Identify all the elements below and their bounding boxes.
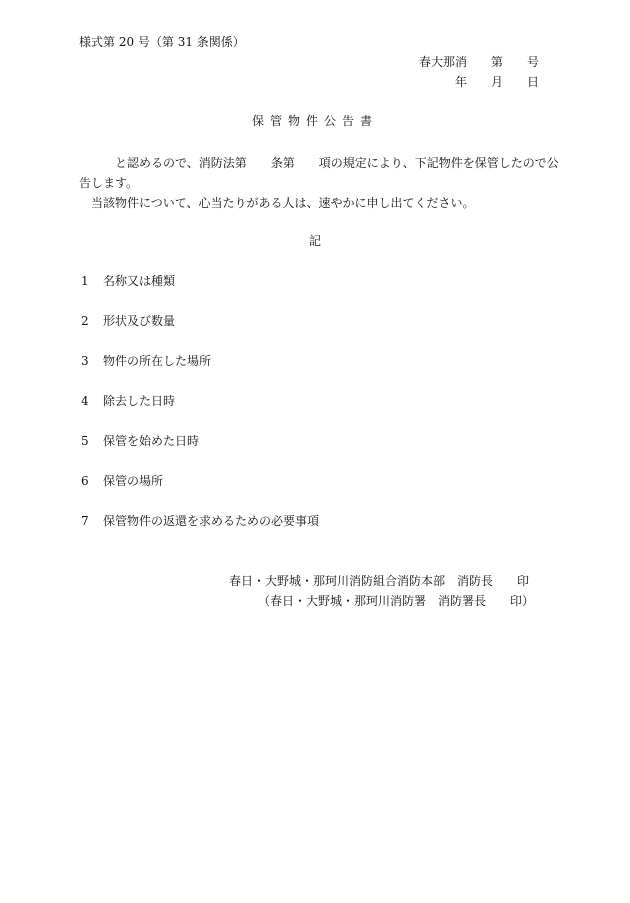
list-item-label: 保管を始めた日時 xyxy=(103,434,200,448)
list-item-label: 名称又は種類 xyxy=(103,274,176,288)
form-label: 様式第 20 号（第 31 条関係） xyxy=(79,35,245,49)
document-title: 保管物件公告書 xyxy=(251,114,378,128)
list-item xyxy=(81,393,175,409)
body-paragraph-1-line-1: と認めるので、消防法第 条第 項の規定により、下記物件を保管したので公 xyxy=(79,156,559,170)
list-item xyxy=(81,473,163,489)
list-item-number: 3 xyxy=(81,354,89,368)
reference-number-line: 春大那消 第 号 xyxy=(418,55,539,69)
signature-line-2: （春日・大野城・那珂川消防署 消防署長 印） xyxy=(257,594,534,608)
list-item-number: 7 xyxy=(81,514,89,528)
list-item-label: 保管の場所 xyxy=(103,474,164,488)
ki-heading: 記 xyxy=(308,234,321,248)
date-line: 年 月 日 xyxy=(454,75,539,89)
list-item-number: 1 xyxy=(81,274,89,288)
list-item-label: 保管物件の返還を求めるための必要事項 xyxy=(103,514,320,528)
list-item xyxy=(81,513,319,529)
list-item-label: 形状及び数量 xyxy=(103,314,176,328)
list-item xyxy=(81,353,211,369)
list-item xyxy=(81,313,175,329)
body-paragraph-1-line-2: 告します。 xyxy=(79,176,139,190)
list-item-label: 除去した日時 xyxy=(103,394,176,408)
list-item-number: 4 xyxy=(81,394,89,408)
list-item xyxy=(81,433,199,449)
list-item-label: 物件の所在した場所 xyxy=(103,354,212,368)
list-item xyxy=(81,273,175,289)
signature-line-1: 春日・大野城・那珂川消防組合消防本部 消防長 印 xyxy=(228,574,529,588)
body-paragraph-2: 当該物件について、心当たりがある人は、速やかに申し出てください。 xyxy=(79,196,475,210)
list-item-number: 6 xyxy=(81,474,89,488)
list-item-number: 2 xyxy=(81,314,89,328)
list-item-number: 5 xyxy=(81,434,89,448)
